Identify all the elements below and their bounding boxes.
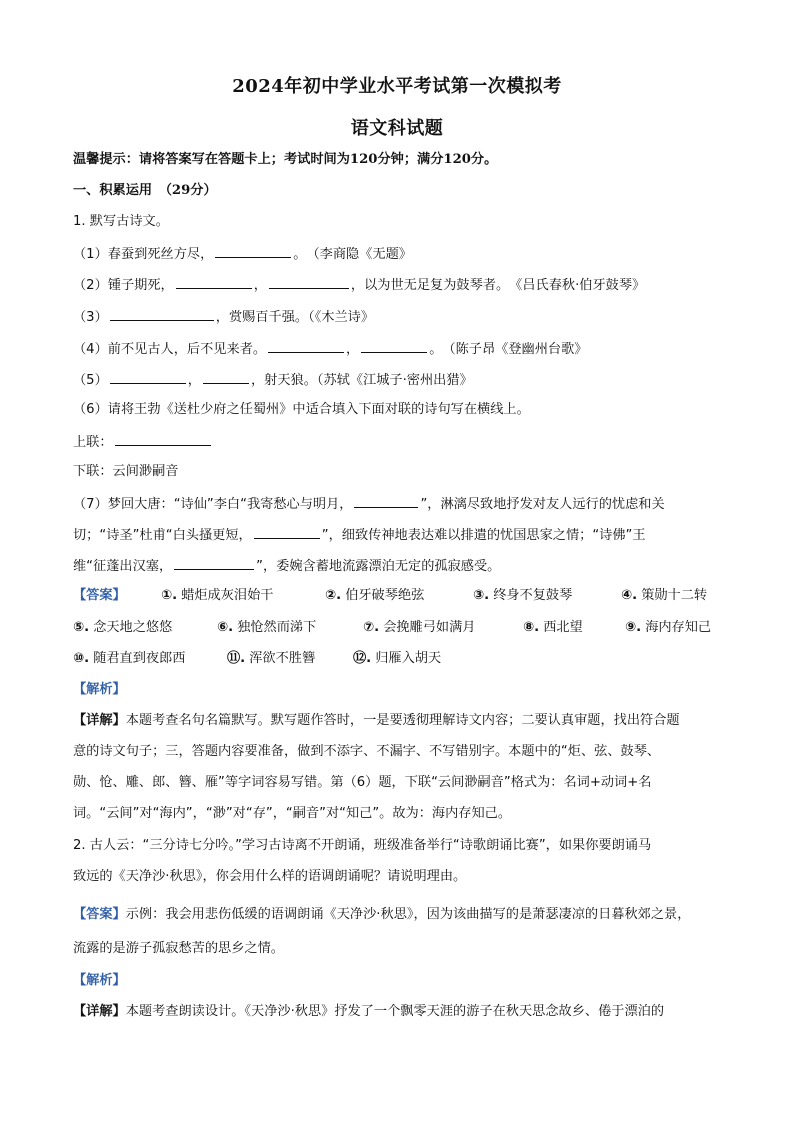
- analysis-1-line-1: 【详解】本题考查名句名篇默写。默写题作答时，一是要透彻理解诗文内容；二要认真审题，找出符合题: [73, 713, 680, 728]
- answer-2-line-2: 流露的是游子孤寂愁苦的思乡之情。: [73, 941, 284, 956]
- couplet-upper: 上联：: [73, 431, 213, 453]
- answer-blank: [176, 274, 252, 289]
- answer-blank: [215, 243, 291, 258]
- answer-blank: [354, 493, 418, 508]
- question-1-item-6: （6）请将王勃《送杜少府之任蜀州》中适合填入下面对联的诗句写在横线上。: [73, 402, 530, 417]
- answer-2-line-1: 【答案】示例：我会用悲伤低缓的语调朗诵《天净沙·秋思》，因为该曲描写的是萧瑟凄凉的日暮秋郊之景，: [73, 907, 691, 922]
- analysis-1-line-4: 词。“云间”对“海内”，“渺”对“存”，“嗣音”对“知己”。故为：海内存知己。: [73, 806, 512, 821]
- question-1-item-4: （4）前不见古人，后不见来者。 ， 。 （陈子昂《登幽州台歌》: [73, 338, 587, 360]
- answer-item: ①. 蜡炬成灰泪始干: [161, 588, 274, 603]
- question-2-line-1: 2. 古人云：“三分诗七分吟。”学习古诗离不开朗诵，班级准备举行“诗歌朗诵比赛”，如果你要朗诵马: [73, 838, 652, 853]
- exam-notice: 温馨提示：请将答案写在答题卡上；考试时间为120分钟；满分120分。: [73, 152, 498, 167]
- page-subtitle: 语文科试题: [350, 118, 444, 139]
- analysis-label: 【解析】: [73, 973, 126, 988]
- question-2-line-2: 致远的《天净沙·秋思》，你会用什么样的语调朗诵呢？请说明理由。: [73, 869, 467, 884]
- answer-blank: [361, 338, 427, 353]
- answer-item: ②. 伯牙破琴绝弦: [325, 588, 425, 603]
- answer-1-row-1: [73, 586, 708, 606]
- page-title: 2024年初中学业水平考试第一次模拟考: [232, 76, 562, 97]
- couplet-lower: 下联：云间渺嗣音: [73, 464, 179, 479]
- answer-item: ⑪. 浑欲不胜簪: [227, 651, 316, 666]
- answer-blank: [254, 524, 320, 539]
- question-1-stem: 1. 默写古诗文。: [73, 214, 169, 229]
- answer-label: 【答案】: [73, 907, 126, 922]
- question-1-item-7-line-2: 切；“诗圣”杜甫“白头搔更短， ”，细致传神地表达难以排遣的忧国思家之情；“诗佛”王: [73, 524, 646, 546]
- answer-blank: [203, 369, 249, 384]
- question-1-item-1: （1）春蚕到死丝方尽， 。 （李商隐《无题》: [73, 243, 412, 265]
- answer-item: ⑩. 随君直到夜郎西: [73, 651, 186, 666]
- question-1-item-5: （5） ， ，射天狼。（苏轼《江城子·密州出猎》: [73, 369, 473, 391]
- answer-blank: [174, 555, 254, 570]
- question-1-item-2: （2）锺子期死， ， ，以为世无足复为鼓琴者。 《吕氏春秋·伯牙鼓琴》: [73, 274, 645, 296]
- answer-item: ⑦. 会挽雕弓如满月: [363, 620, 476, 635]
- answer-blank: [268, 338, 344, 353]
- answer-item: ⑨. 海内存知己: [625, 620, 712, 635]
- answer-blank: [110, 369, 186, 384]
- answer-label: 【答案】: [73, 588, 126, 603]
- section-heading: 一、积累运用 （29分）: [73, 183, 217, 198]
- answer-item: ③. 终身不复鼓琴: [473, 588, 573, 603]
- answer-item: ⑥. 独怆然而涕下: [217, 620, 317, 635]
- answer-blank: [110, 306, 214, 321]
- analysis-1-line-3: 勋、怆、雕、郎、簪、雁”等字词容易写错。第（6）题，下联“云间渺嗣音”格式为：名词+动词+名: [73, 775, 652, 790]
- question-1-item-7-line-1: （7）梦回大唐：“诗仙”李白“我寄愁心与明月， ”，淋漓尽致地抒发对友人远行的忧虑和关: [73, 493, 665, 515]
- analysis-1-line-2: 意的诗文句子；三，答题内容要准备，做到不添字、不漏字、不写错别字。本题中的“炬、弦、鼓琴、: [73, 744, 661, 759]
- question-1-item-7-line-3: 维“征蓬出汉塞， ”，委婉含蓄地流露漂泊无定的孤寂感受。: [73, 555, 500, 577]
- answer-blank: [269, 274, 349, 289]
- answer-item: ⑫. 归雁入胡天: [353, 651, 442, 666]
- answer-item: ④. 策勋十二转: [621, 588, 708, 603]
- answer-blank: [115, 431, 211, 446]
- answer-item: ⑤. 念天地之悠悠: [73, 620, 173, 635]
- analysis-label: 【解析】: [73, 682, 126, 697]
- question-1-item-3: （3） ，赏赐百千强。（《木兰诗》: [73, 306, 374, 328]
- analysis-2-line-1: 【详解】本题考查朗读设计。《天净沙·秋思》抒发了一个飘零天涯的游子在秋天思念故乡、倦于漂泊的: [73, 1004, 665, 1019]
- answer-item: ⑧. 西北望: [523, 620, 583, 635]
